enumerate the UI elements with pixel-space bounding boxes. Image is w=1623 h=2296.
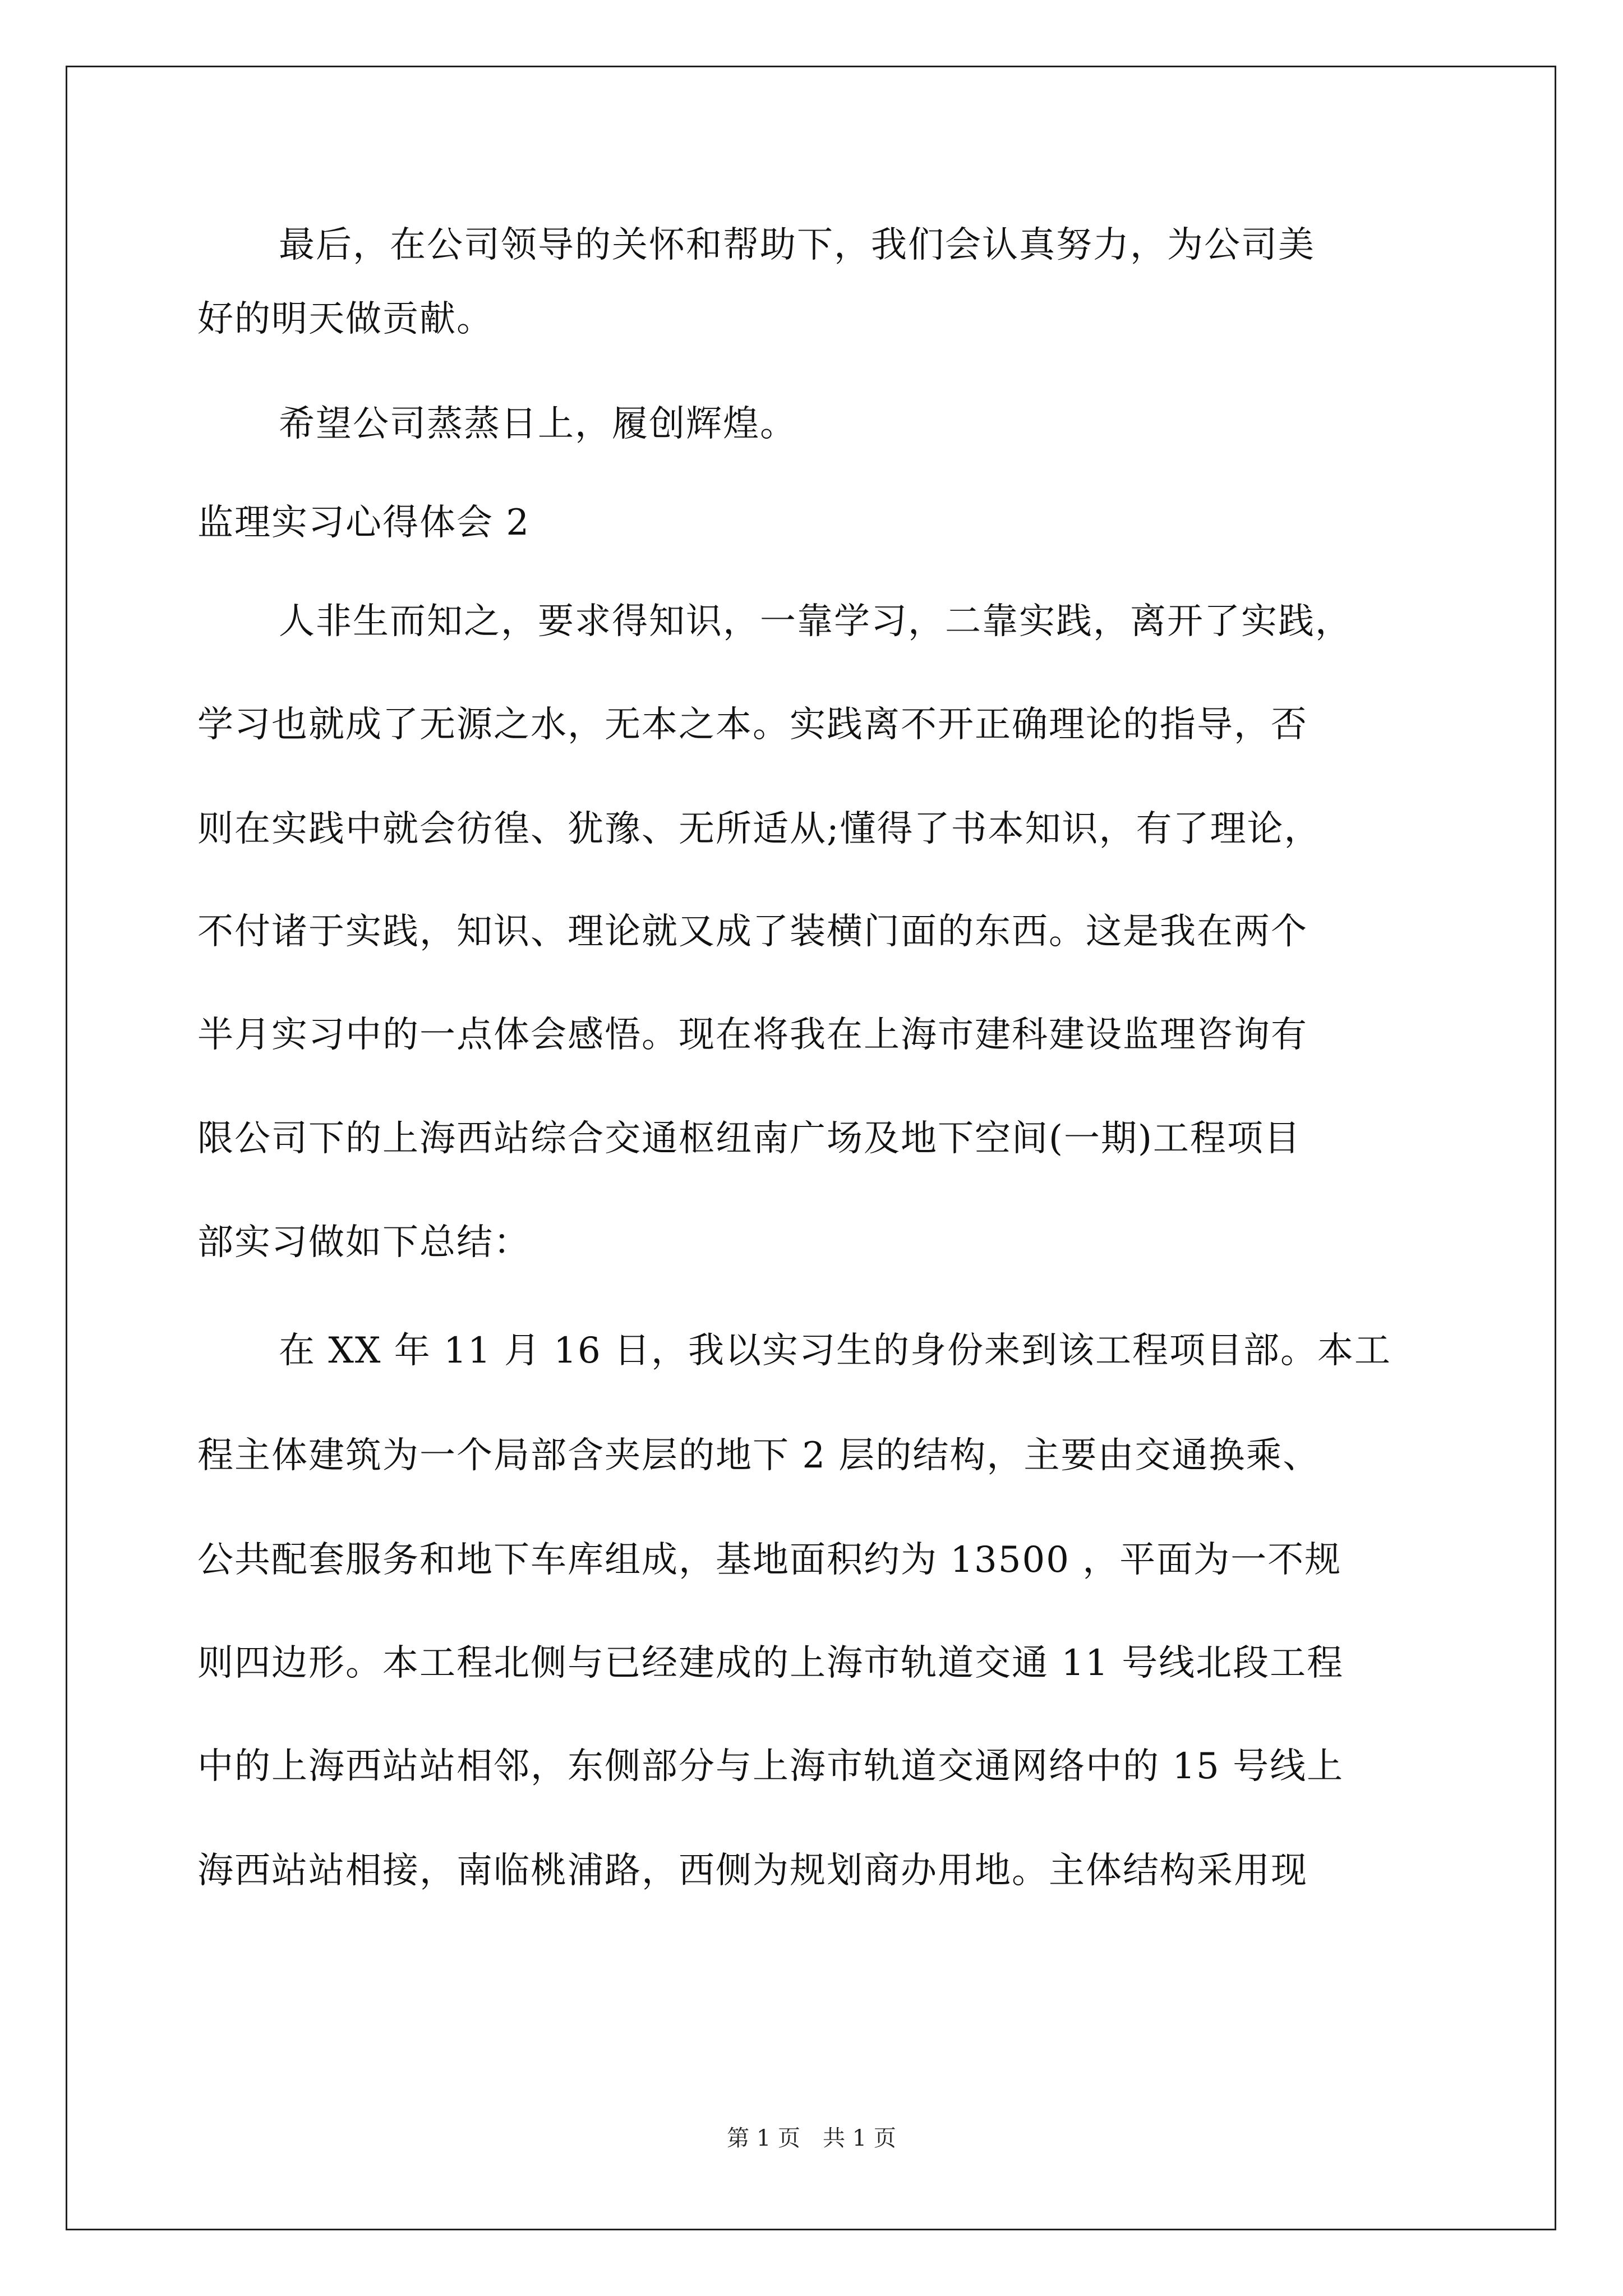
- paragraph-line: 限公司下的上海西站综合交通枢纽南广场及地下空间(一期)工程项目: [197, 1118, 1301, 1159]
- document-body: [197, 0, 1431, 2076]
- paragraph-line: 学习也就成了无源之水，无本之本。实践离不开正确理论的指导，否: [197, 704, 1308, 746]
- paragraph-line: 则在实践中就会彷徨、犹豫、无所适从;懂得了书本知识，有了理论，: [197, 808, 1321, 850]
- page-number-footer: 第 1 页 共 1 页: [727, 2125, 896, 2151]
- paragraph-line: 希望公司蒸蒸日上，履创辉煌。: [279, 403, 797, 445]
- paragraph-line: 最后，在公司领导的关怀和帮助下，我们会认真努力，为公司美: [279, 224, 1315, 266]
- paragraph-line: 部实习做如下总结：: [197, 1222, 531, 1263]
- paragraph-line: 则四边形。本工程北侧与已经建成的上海市轨道交通 11 号线北段工程: [197, 1642, 1344, 1684]
- paragraph-line: 海西站站相接，南临桃浦路，西侧为规划商办用地。主体结构采用现: [197, 1850, 1308, 1892]
- paragraph-line: 在 XX 年 11 月 16 日，我以实习生的身份来到该工程项目部。本工: [279, 1330, 1392, 1372]
- paragraph-line: 人非生而知之，要求得知识，一靠学习，二靠实践，离开了实践，: [279, 601, 1352, 642]
- paragraph-line: 程主体建筑为一个局部含夹层的地下 2 层的结构，主要由交通换乘、: [197, 1435, 1320, 1476]
- paragraph-line: 好的明天做贡献。: [197, 298, 494, 340]
- paragraph-line: 公共配套服务和地下车库组成，基地面积约为 13500 ，平面为一不规: [197, 1539, 1342, 1581]
- paragraph-line: 不付诸于实践，知识、理论就又成了装横门面的东西。这是我在两个: [197, 911, 1308, 953]
- paragraph-line: 半月实习中的一点体会感悟。现在将我在上海市建科建设监理咨询有: [197, 1014, 1308, 1056]
- paragraph-line: 中的上海西站站相邻，东侧部分与上海市轨道交通网络中的 15 号线上: [197, 1746, 1344, 1787]
- section-heading: 监理实习心得体会 2: [197, 502, 531, 544]
